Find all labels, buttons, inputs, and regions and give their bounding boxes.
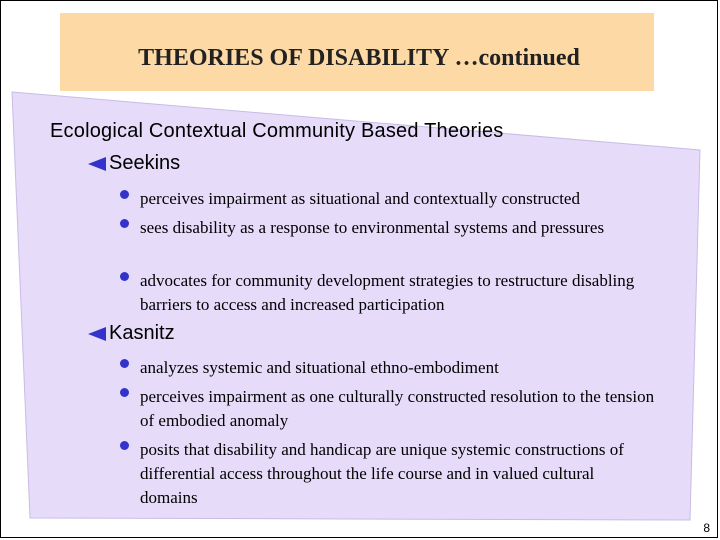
bullet-text: perceives impairment as situational and contextually constructed (140, 189, 580, 208)
page-number: 8 (703, 521, 710, 535)
subheading-label: Kasnitz (109, 322, 175, 344)
slide-title: THEORIES OF DISABILITY …continued (138, 44, 580, 71)
bullet-text: sees disability as a response to environmental systems and pressures (140, 218, 605, 237)
bullet-text: posits that disability and handicap are unique systemic constructions of differential access throughout the life course and in valued cultural domains (140, 440, 624, 507)
bullet-text: advocates for community development strategies to restructure disabling barriers to access and increased participation (140, 271, 635, 314)
section-heading: Ecological Contextual Community Based Theories (50, 120, 504, 142)
subheading-label: Seekins (109, 152, 181, 174)
bullet-text: analyzes systemic and situational ethno-embodiment (140, 358, 499, 377)
bullet-text: perceives impairment as one culturally constructed resolution to the tension of embodied anomaly (140, 387, 655, 430)
